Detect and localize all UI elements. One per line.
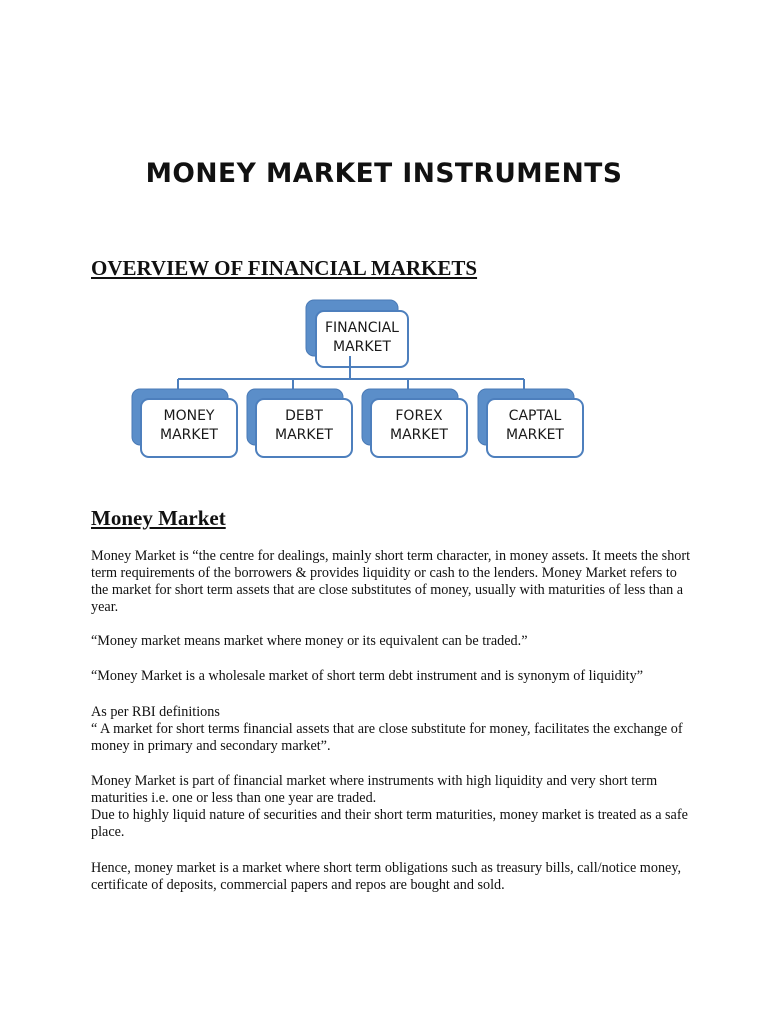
- quote-2: [91, 668, 701, 685]
- paragraph-text: As per RBI definitions: [91, 704, 220, 720]
- overview-heading: OVERVIEW OF FINANCIAL MARKETS: [91, 256, 478, 280]
- paragraph-text: “Money Market is a wholesale market of short term debt instrument and is synonym of liquidity”: [91, 668, 644, 684]
- paragraph-liquidity: [91, 773, 691, 841]
- paragraph-conclusion: [91, 860, 691, 894]
- paragraph-text: Due to highly liquid nature of securities and their short term maturities, money market is treated as a safe place.: [91, 807, 688, 840]
- quote-1: [91, 633, 691, 650]
- paragraph-text: “Money market means market where money or its equivalent can be traded.”: [91, 633, 528, 649]
- document-title: MONEY MARKET INSTRUMENTS: [145, 158, 623, 189]
- paragraph-text: Hence, money market is a market where short term obligations such as treasury bills, call/notice money, certificate of deposits, commercial papers and repos are bought and sold.: [91, 860, 682, 893]
- paragraph-text: Money Market is “the centre for dealings, mainly short term character, in money assets. It meets the short term requirements of the borrowers & provides liquidity or cash to the lenders. Money Market refers to the market for short term assets that are close substitutes of money, usually with maturities of less than a year.: [91, 548, 691, 615]
- paragraph-text: Money Market is part of financial market where instruments with high liquidity and very short term maturities i.e. one or less than one year are traded.: [91, 773, 658, 806]
- money-market-heading: Money Market: [91, 506, 226, 530]
- node-captal-market: CAPTAL MARKET: [506, 408, 564, 443]
- rbi-definition: [91, 704, 691, 755]
- paragraph-definition: [91, 548, 691, 616]
- node-debt-market: DEBT MARKET: [275, 408, 333, 443]
- node-forex-market: FOREX MARKET: [390, 408, 448, 443]
- node-money-market: MONEY MARKET: [160, 408, 218, 443]
- paragraph-text: “ A market for short terms financial assets that are close substitute for money, facilitates the exchange of money in primary and secondary market”.: [91, 721, 683, 754]
- node-financial-market: FINANCIAL MARKET: [325, 320, 399, 355]
